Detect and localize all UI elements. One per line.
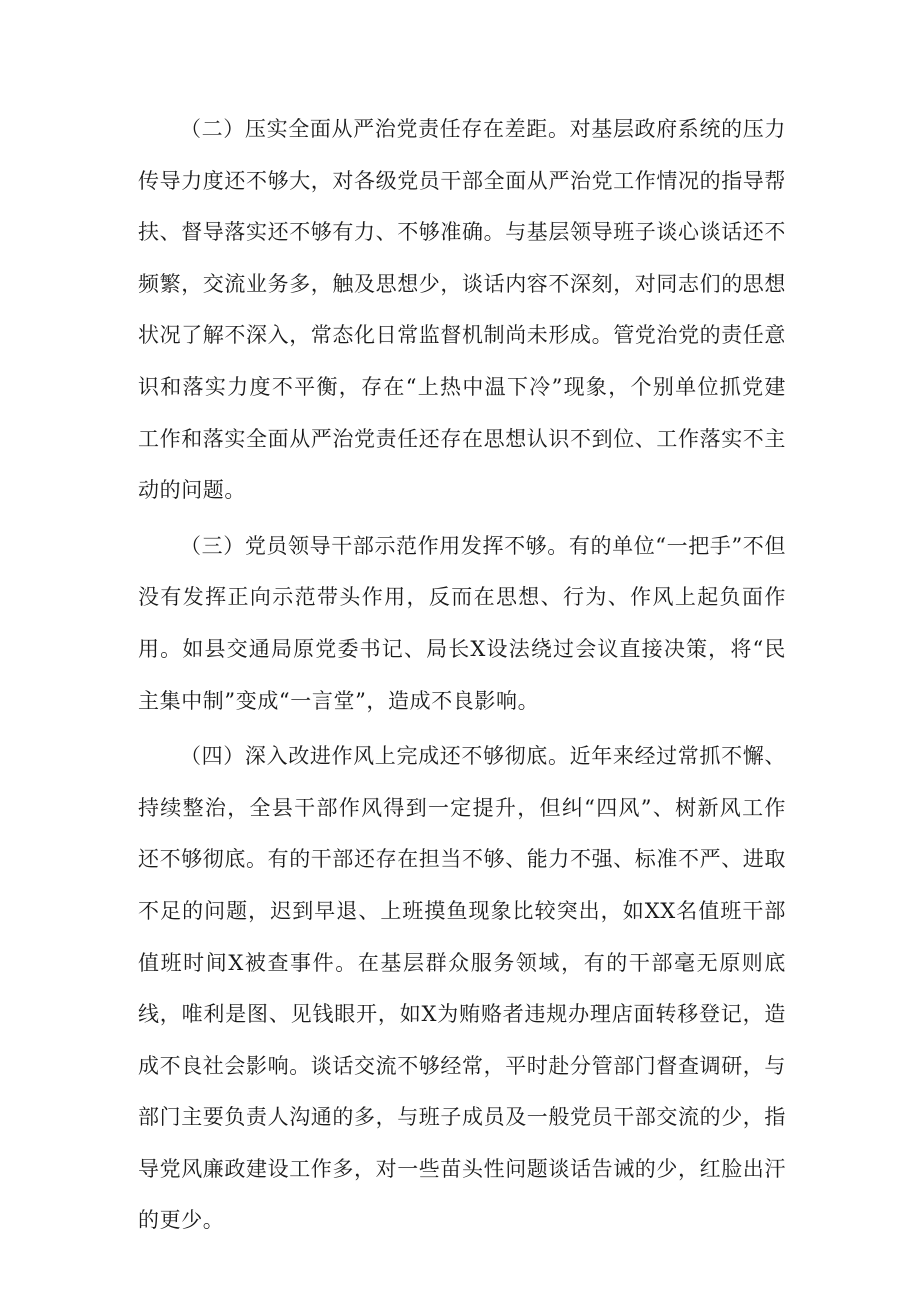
document-body [138,104,786,1251]
paragraph-section-three: （三）党员领导干部示范作用发挥不够。有的单位“一把手”不但没有发挥正向示范带头作用，反而在思想、行为、作风上起负面作用。如县交通局原党委书记、局长X设法绕过会议直接决策，将“民主集中制”变成“一言堂”，造成不良影响。 [138,533,786,713]
paragraph-section-four: （四）深入改进作风上完成还不够彻底。近年来经过常抓不懈、持续整治，全县干部作风得到一定提升，但纠“四风”、树新风工作还不够彻底。有的干部还存在担当不够、能力不强、标准不严、进取不足的问题，迟到早退、上班摸鱼现象比较突出，如XX名值班干部值班时间X被查事件。在基层群众服务领域，有的干部毫无原则底线，唯利是图、见钱眼开，如X为贿赂者违规办理店面转移登记，造成不良社会影响。谈话交流不够经常，平时赴分管部门督查调研，与部门主要负责人沟通的多，与班子成员及一般党员干部交流的少，指导党风廉政建设工作多，对一些苗头性问题谈话告诫的少，红脸出汗的更少。 [138,744,786,1233]
paragraph-section-two: （二）压实全面从严治党责任存在差距。对基层政府系统的压力传导力度还不够大，对各级党员干部全面从严治党工作情况的指导帮扶、督导落实还不够有力、不够准确。与基层领导班子谈心谈话还不频繁，交流业务多，触及思想少，谈话内容不深刻，对同志们的思想状况了解不深入，常态化日常监督机制尚未形成。管党治党的责任意识和落实力度不平衡，存在“上热中温下冷”现象，个别单位抓党建工作和落实全面从严治党责任还存在思想认识不到位、工作落实不主动的问题。 [138,117,786,503]
